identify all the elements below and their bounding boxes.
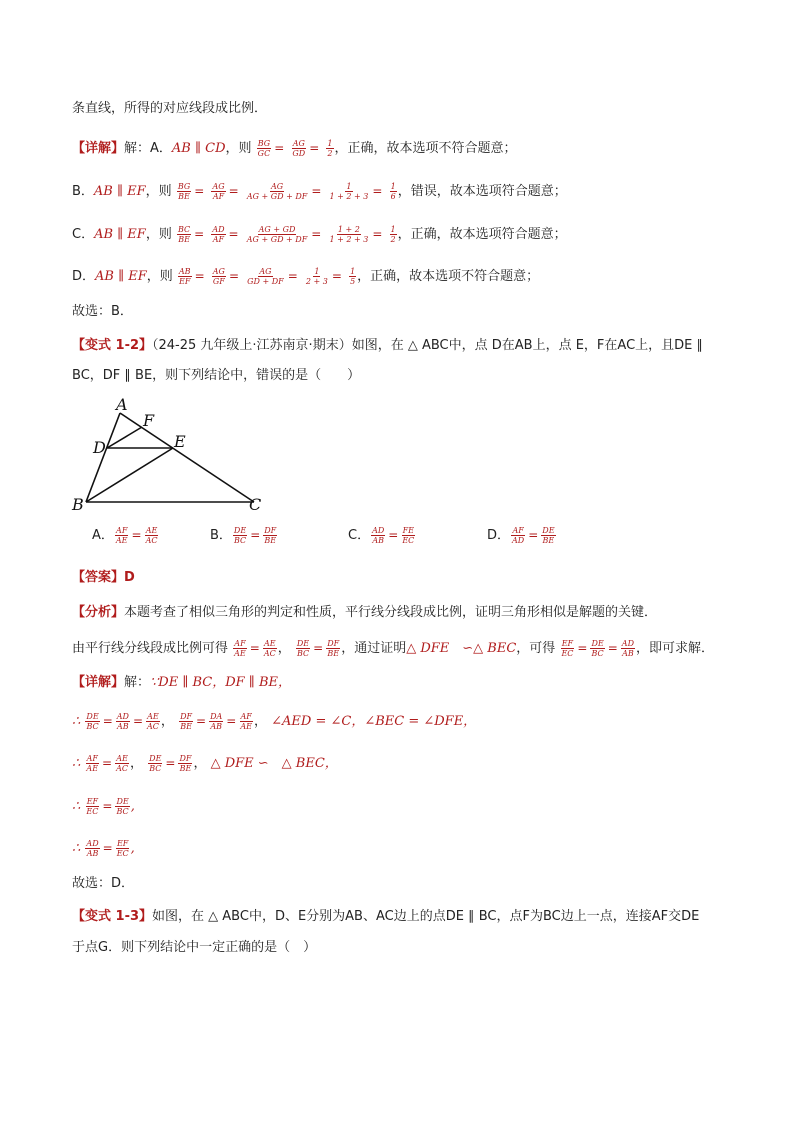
q2-detail-line5: ∴ $\frac{AD}{AB}$ = $\frac{EF}{EC}$ , xyxy=(72,839,135,858)
label-b: B xyxy=(72,495,84,514)
q3-stem-line2: 于点G．则下列结论中一定正确的是（ ） xyxy=(72,940,317,955)
q2-detail-line4: ∴ $\frac{EF}{EC}$ = $\frac{DE}{BC}$ , xyxy=(72,797,135,816)
q2-option-b: B． $\frac{DE}{BC}$ = $\frac{DF}{BE}$ xyxy=(210,526,277,545)
q2-stem-line2: BC，DF ∥ BE，则下列结论中，错误的是（ ） xyxy=(72,368,361,383)
q2-analysis-2: 由平行线分线段成比例可得 $\frac{AF}{AE}$ = $\frac{AE}{AC}$ ， $\frac{DE}{BC}$ = $\frac{DF}{BE}$ ，通过证明△ DFE ∽△ BEC，可得 $\frac{EF}{EC}$ = $\frac{DE}{BC}$ = $\frac{AD}{AB}$ ，即可求解． xyxy=(72,639,715,658)
q1-detail-b: B．AB ∥ EF，则 $\frac{BG}{BE}$ = $\frac{AG}{AF}$ = $\frac{AG}{AG + GD + DF}$ = $\frac{1}{1 + 2 + 3}$ = $\frac{1}{6}$ ，错误，故本选项符合题意； xyxy=(72,182,567,201)
label-a: A xyxy=(116,395,128,414)
q1-detail-d: D．AB ∥ EF，则 $\frac{AB}{EF}$ = $\frac{AG}{GF}$ = $\frac{AG}{GD + DF}$ = $\frac{1}{2 + 3}$ = $\frac{1}{5}$ ，正确，故本选项不符合题意； xyxy=(72,267,540,286)
triangle-figure xyxy=(66,395,271,515)
q2-option-c: C． $\frac{AD}{AB}$ = $\frac{FE}{EC}$ xyxy=(348,526,415,545)
q2-detail-line3: ∴ $\frac{AF}{AE}$ = $\frac{AE}{AC}$ ， $\frac{DE}{BC}$ = $\frac{DF}{BE}$ ， △ DFE ∽ △ BEC， xyxy=(72,754,338,773)
q2-option-a: A． $\frac{AF}{AE}$ = $\frac{AE}{AC}$ xyxy=(92,526,158,545)
q2-detail-line2: ∴ $\frac{DE}{BC}$ = $\frac{AD}{AB}$ = $\frac{AE}{AC}$ ， $\frac{DF}{BE}$ = $\frac{DA}{AB}$ = $\frac{AF}{AE}$ ， ∠AED = ∠C，∠BEC = ∠DFE， xyxy=(72,712,477,731)
intro-text: 条直线，所得的对应线段成比例． xyxy=(72,101,268,116)
q1-detail-a: 【详解】解：A．AB ∥ CD，则 $\frac{BG}{GC}$ = $\frac{AG}{GD}$ = $\frac{1}{2}$ ，正确，故本选项不符合题意； xyxy=(72,139,517,158)
q3-stem-line1: 【变式 1-3】如图，在 △ ABC中，D、E分别为AB、AC边上的点DE ∥ BC，点F为BC边上一点，连接AF交DE xyxy=(72,909,700,924)
label-c: C xyxy=(249,495,262,514)
q2-analysis: 【分析】本题考查了相似三角形的判定和性质，平行线分线段成比例，证明三角形相似是解题的关键． xyxy=(72,605,658,620)
q2-answer: 【答案】D xyxy=(72,570,135,585)
q1-choice: 故选：B． xyxy=(72,304,133,319)
q1-detail-c: C．AB ∥ EF，则 $\frac{BC}{BE}$ = $\frac{AD}{AF}$ = $\frac{AG + GD}{AG + GD + DF}$ = $\frac{1 + 2}{1 + 2 + 3}$ = $\frac{1}{2}$ ，正确，故本选项符合题意； xyxy=(72,225,567,244)
q2-stem-line1: 【变式 1-2】（24-25 九年级上·江苏南京·期末）如图，在 △ ABC中，点 D在AB上，点 E，F在AC上，且DE ∥ xyxy=(72,338,704,353)
q2-choice: 故选：D． xyxy=(72,876,135,891)
q2-detail-because: 【详解】解：∵DE ∥ BC，DF ∥ BE， xyxy=(72,675,291,690)
label-f: F xyxy=(143,411,155,430)
label-e: E xyxy=(174,432,186,451)
q2-option-d: D． $\frac{AF}{AD}$ = $\frac{DE}{BE}$ xyxy=(487,526,555,545)
label-d: D xyxy=(93,438,106,457)
